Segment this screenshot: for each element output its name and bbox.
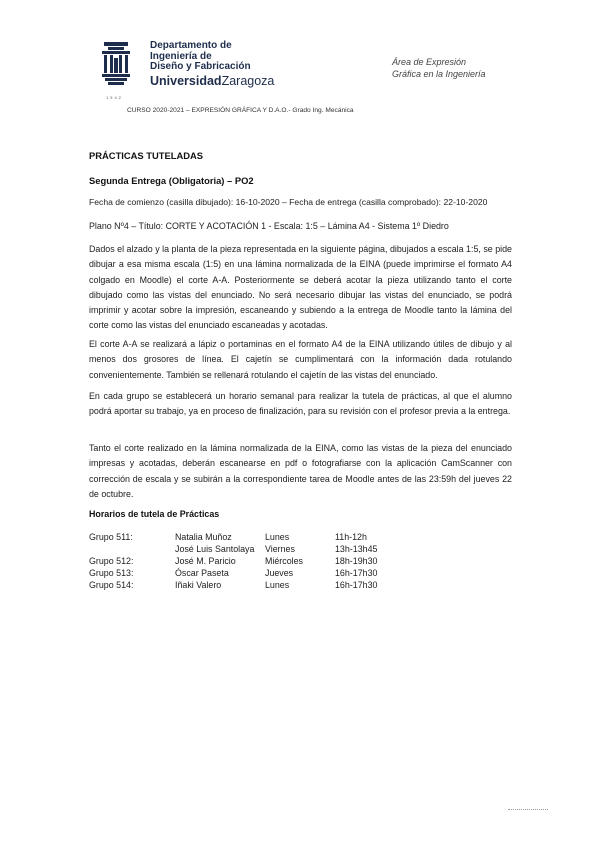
teacher-cell: Natalia Muñoz [175, 532, 232, 542]
group-cell: Grupo 513: [89, 568, 134, 578]
day-cell: Jueves [265, 568, 294, 578]
university-name: UniversidadZaragoza [150, 74, 275, 88]
time-cell: 13h-13h45 [335, 544, 378, 554]
time-cell: 16h-17h30 [335, 580, 378, 590]
teacher-cell: José Luis Santolaya [175, 544, 255, 554]
time-cell: 18h-19h30 [335, 556, 378, 566]
table-row [0, 544, 600, 556]
department-line-3: Diseño y Fabricación [150, 61, 251, 72]
page-title: PRÁCTICAS TUTELADAS [89, 150, 204, 161]
group-cell: Grupo 511: [89, 532, 133, 542]
paragraph-instructions: Dados el alzado y la planta de la pieza representada en la siguiente página, dibujados a escala 1:5, se pide dibujar a esa misma escala (1:5) en una lámina normalizada de la EINA (puede imprimirse el formato A4 colgado en Moodle) el corte A-A. Posteriormente se deberá acotar la pieza utilizando tanto el corte dibujado como las vistas del enunciado. No será necesario dibujar las vistas del enunciado, se podrá imprimir y acotar sobre la impresión, escaneando y subiendo a la entrega de Moodle tanto la lámina del corte como las vistas del enunciado escaneadas y acotadas. [89, 244, 512, 331]
page-subtitle: Segunda Entrega (Obligatoria) – PO2 [89, 175, 254, 186]
group-cell: Grupo 514: [89, 580, 134, 590]
table-row [0, 580, 600, 592]
dates-line: Fecha de comienzo (casilla dibujado): 16-10-2020 – Fecha de entrega (casilla comprobado): 22-10-2020 [89, 197, 488, 207]
schedule-table [0, 532, 600, 602]
group-cell: Grupo 512: [89, 556, 134, 566]
day-cell: Miércoles [265, 556, 303, 566]
time-cell: 16h-17h30 [335, 568, 378, 578]
time-cell: 11h-12h [335, 532, 367, 542]
paragraph-tutoring: En cada grupo se establecerá un horario semanal para realizar la tutela de prácticas, al que el alumno podrá aportar su trabajo, ya en proceso de finalización, para su revisión con el profesor previa a la entrega. [89, 391, 512, 417]
area-line-2: Gráfica en la Ingeniería [392, 69, 486, 79]
day-cell: Viernes [265, 544, 295, 554]
teacher-cell: Iñaki Valero [175, 580, 222, 590]
footer-scan-mark [508, 809, 548, 812]
course-line: CURSO 2020-2021 – EXPRESIÓN GRÁFICA Y D.A.O.- Grado Ing. Mecánica [127, 107, 354, 114]
paragraph-drawing: El corte A-A se realizará a lápiz o portaminas en el formato A4 de la EINA utilizando útiles de dibujo y al menos dos grosores de línea. El cajetín se cumplimentará con la información dada rotulando convenientemente. También se rellenará rotulando el cajetín de las vistas del enunciado. [89, 339, 512, 380]
day-cell: Lunes [265, 532, 290, 542]
teacher-cell: José M. Paricio [175, 556, 236, 566]
paragraph-submission: Tanto el corte realizado en la lámina normalizada de la EINA, como las vistas de la pieza del enunciado impresas y acotadas, deberán escanearse en pdf o fotografiarse con la aplicación CamScanner con corrección de escala y se subirán a la correspondiente tarea de Moodle antes de las 23:59h del jueves 22 de octubre. [89, 443, 512, 499]
schedule-title: Horarios de tutela de Prácticas [89, 509, 220, 519]
day-cell: Lunes [265, 580, 290, 590]
table-row [0, 532, 600, 544]
table-row [0, 556, 600, 568]
university-crest-logo [100, 40, 132, 92]
department-line-1: Departamento de [150, 40, 232, 51]
department-line-2: Ingeniería de [150, 51, 212, 62]
area-line-1: Área de Expresión [392, 57, 467, 67]
plan-line: Plano Nº4 – Título: CORTE Y ACOTACIÓN 1 - Escala: 1:5 – Lámina A4 - Sistema 1º Diedro [89, 221, 449, 231]
crest-year: 1542 [106, 95, 123, 100]
table-row [0, 568, 600, 580]
teacher-cell: Óscar Paseta [175, 568, 229, 578]
